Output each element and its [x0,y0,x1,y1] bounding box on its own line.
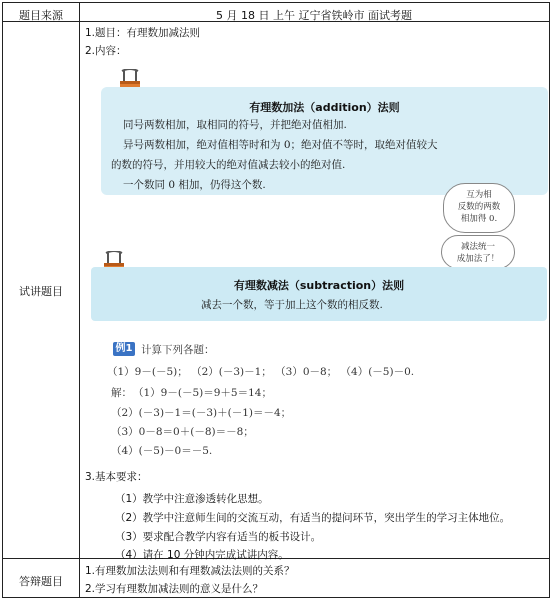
solution-3: （3）0－8＝0＋(－8)＝－8； [111,426,254,438]
addition-rule-line-3: 的数的符号，并用较大的绝对值减去较小的绝对值. [111,159,346,171]
qa-question-1: 1.有理数加法法则和有理数减法法则的关系？ [85,565,295,577]
topic-title: 1.题目：有理数加减法则 [85,27,201,39]
thought-cloud-icon [443,183,515,233]
thought-cloud-icon [441,235,515,269]
solution-4: （4）(－5)－0＝－5. [111,445,213,457]
content-label: 2.内容： [85,45,127,57]
cloud-text-5: 成加法了！ [456,254,500,264]
example-prompt: 计算下列各题： [141,344,215,356]
trial-label: 试讲题目 [19,285,63,298]
solution-2: （2）(－3)－1＝(－3)＋(－1)＝－4； [111,407,292,419]
addition-rule-line-1: 同号两数相加，取相同的符号，并把绝对值相加. [123,119,347,131]
example-problems: （1）9－(－5)； （2）(－3)－1； （3）0－8； （4）(－5)－0. [107,366,415,378]
subtraction-rule-box [91,267,547,321]
subtraction-rule-title: 有理数减法（subtraction）法则 [233,279,405,292]
cloud-text-4: 减法统一 [460,242,495,252]
subtraction-rule-text: 减去一个数，等于加上这个数的相反数. [201,299,383,311]
requirements-heading: 3.基本要求： [85,471,148,483]
addition-rule-line-2: 异号两数相加，绝对值相等时和为 0；绝对值不等时，取绝对值较大 [123,139,438,151]
requirement-1: （1）教学中注意渗透转化思想。 [115,493,269,505]
solution-1: （1）9－(－5)＝9＋5＝14； [133,387,272,399]
qa-question-2: 2.学习有理数加减法则的意义是什么？ [85,583,264,595]
source-label: 题目来源 [19,9,63,22]
cloud-text-1: 互为相 [466,190,492,200]
label-column-divider [79,3,80,597]
addition-rule-box [101,87,548,195]
requirement-2: （2）教学中注意师生间的交流互动，有适当的提问环节，突出学生的学习主体地位。 [115,512,511,524]
addition-rule-title: 有理数加法（addition）法则 [249,101,400,114]
exam-date-info: 5 月 18 日 上午 辽宁省铁岭市 面试考题 [216,9,412,22]
cloud-text-2: 反数的两数 [457,202,501,212]
addition-rule-line-4: 一个数同 0 相加，仍得这个数. [123,179,266,191]
cloud-text-3: 相加得 0. [460,214,498,224]
requirement-4: （4）请在 10 分钟内完成试讲内容。 [115,549,289,561]
exam-sheet [2,2,550,598]
solution-label: 解： [111,387,132,399]
requirement-3: （3）要求配合教学内容有适当的板书设计。 [115,531,322,543]
example-badge: 例1 [113,342,135,356]
qa-label: 答辩题目 [19,575,63,588]
